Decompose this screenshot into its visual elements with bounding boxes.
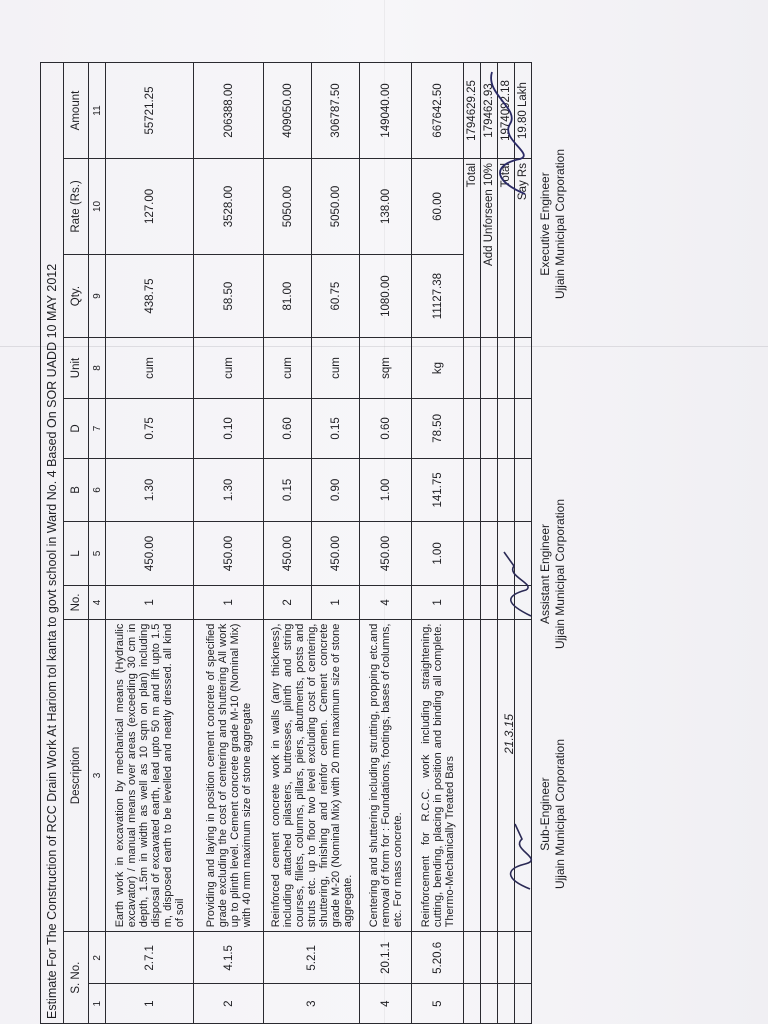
- cell-qty: 1080.00: [360, 254, 412, 337]
- executive-engineer-title: Executive Engineer: [538, 172, 552, 276]
- cell-sno: 1: [106, 984, 194, 1024]
- cell-item: 5.2.1: [264, 932, 360, 984]
- cell-no: 4: [360, 586, 412, 619]
- grand-total-label: Total: [498, 159, 515, 338]
- cell-rate: 3528.00: [194, 159, 264, 255]
- executive-engineer-signature-icon: [480, 64, 540, 204]
- cell-unit: kg: [412, 338, 464, 398]
- cell-no: 1: [106, 586, 194, 619]
- cell-description: Providing and laying in position cement concrete of specified grade excluding the cost of centering and shuttering All work up to plinth level. Cement concrete grade M-10 (Nominal Mix) with 40 mm maximum size of stone aggregate: [194, 619, 264, 932]
- header-b: B: [64, 459, 89, 522]
- sub-engineer-signature-block: [538, 714, 568, 914]
- cell-amount: 306787.50: [312, 63, 360, 159]
- cell-l: 450.00: [264, 521, 312, 586]
- table-row: [360, 63, 412, 1024]
- cell-rate: 60.00: [412, 159, 464, 255]
- cell-item: 4.1.5: [194, 932, 264, 984]
- cell-no: 1: [412, 586, 464, 619]
- cell-amount: 55721.25: [106, 63, 194, 159]
- header-no: No.: [64, 586, 89, 619]
- cell-sno: 5: [412, 984, 464, 1024]
- cell-unit: cum: [194, 338, 264, 398]
- say-rs-amount: 19.80 Lakh: [515, 63, 532, 159]
- cell-b: 1.30: [106, 459, 194, 522]
- estimate-page: [40, 44, 580, 1024]
- cell-unit: sqm: [360, 338, 412, 398]
- sub-engineer-signature-icon: [500, 814, 540, 894]
- cell-rate: 5050.00: [312, 159, 360, 255]
- header-amount: Amount: [64, 63, 89, 159]
- cell-description: Centering and shuttering including strutting, propping etc.and removal of form for : Foundations, footings, bases of columns, etc. For mass concrete.: [360, 619, 412, 932]
- cell-b: 141.75: [412, 459, 464, 522]
- colnum: 7: [89, 398, 106, 458]
- cell-sno: 4: [360, 984, 412, 1024]
- header-description: Description: [64, 619, 89, 932]
- cell-qty: 81.00: [264, 254, 312, 337]
- assistant-engineer-signature-block: [538, 474, 568, 674]
- cell-l: 450.00: [312, 521, 360, 586]
- say-rs-label: Say Rs: [515, 159, 532, 338]
- cell-unit: cum: [264, 338, 312, 398]
- cell-unit: cum: [312, 338, 360, 398]
- colnum: 3: [89, 619, 106, 932]
- cell-b: 0.90: [312, 459, 360, 522]
- sub-engineer-org: Ujjain Municipal Corporation: [553, 738, 567, 890]
- cell-d: 0.75: [106, 398, 194, 458]
- colnum: 4: [89, 586, 106, 619]
- cell-sno: 3: [264, 984, 360, 1024]
- cell-no: 1: [312, 586, 360, 619]
- assistant-engineer-title: Assistant Engineer: [538, 523, 552, 625]
- estimate-title: Estimate For The Construction of RCC Drain Work At Hariom tol kanta to govt school in Ward No. 4 Based On SOR UADD 10 MAY 2012: [41, 63, 64, 1024]
- cell-d: 0.60: [264, 398, 312, 458]
- estimate-table: [40, 62, 532, 1024]
- unforeseen-amount: 179462.93: [481, 63, 498, 159]
- header-d: D: [64, 398, 89, 458]
- cell-d: 78.50: [412, 398, 464, 458]
- cell-amount: 409050.00: [264, 63, 312, 159]
- assistant-engineer-signature-icon: [496, 544, 540, 624]
- cell-item: 5.20.6: [412, 932, 464, 984]
- cell-item: 20.1.1: [360, 932, 412, 984]
- cell-qty: 60.75: [312, 254, 360, 337]
- cell-amount: 206388.00: [194, 63, 264, 159]
- cell-d: 0.10: [194, 398, 264, 458]
- cell-rate: 127.00: [106, 159, 194, 255]
- cell-qty: 58.50: [194, 254, 264, 337]
- cell-rate: 5050.00: [264, 159, 312, 255]
- sub-engineer-title: Sub-Engineer: [538, 777, 552, 851]
- cell-no: 1: [194, 586, 264, 619]
- executive-engineer-org: Ujjain Municipal Corporation: [553, 148, 567, 300]
- grand-total-amount: 1974092.18: [498, 63, 515, 159]
- total-label: Total: [464, 159, 481, 338]
- cell-l: 450.00: [106, 521, 194, 586]
- table-row: [194, 63, 264, 1024]
- table-row: [264, 63, 312, 1024]
- cell-d: 0.60: [360, 398, 412, 458]
- cell-b: 1.30: [194, 459, 264, 522]
- colnum: 5: [89, 521, 106, 586]
- header-sno: S. No.: [64, 932, 89, 1024]
- table-header-row: [64, 63, 89, 1024]
- table-row: [412, 63, 464, 1024]
- colnum: 2: [89, 932, 106, 984]
- executive-engineer-signature-block: [538, 124, 568, 324]
- cell-amount: 667642.50: [412, 63, 464, 159]
- cell-b: 0.15: [264, 459, 312, 522]
- cell-no: 2: [264, 586, 312, 619]
- cell-qty: 438.75: [106, 254, 194, 337]
- header-unit: Unit: [64, 338, 89, 398]
- table-row: [106, 63, 194, 1024]
- total-amount: 1794629.25: [464, 63, 481, 159]
- column-number-row: [89, 63, 106, 1024]
- assistant-engineer-org: Ujjain Municipal Corporation: [553, 498, 567, 650]
- unforeseen-row: [481, 63, 498, 1024]
- cell-l: 450.00: [360, 521, 412, 586]
- cell-b: 1.00: [360, 459, 412, 522]
- header-qty: Qty.: [64, 254, 89, 337]
- cell-sno: 2: [194, 984, 264, 1024]
- unforeseen-label: Add Unforseen 10%: [481, 159, 498, 338]
- cell-l: 450.00: [194, 521, 264, 586]
- cell-amount: 149040.00: [360, 63, 412, 159]
- cell-d: 0.15: [312, 398, 360, 458]
- cell-unit: cum: [106, 338, 194, 398]
- colnum: 1: [89, 984, 106, 1024]
- colnum: 11: [89, 63, 106, 159]
- cell-description: Earth work in excavation by mechanical means (Hydraulic excavator) / manual means over areas (exceeding 30 cm in depth, 1.5m in width as well as 10 sqm on plan) including disposal of excavated earth, lead upto 50 m and lift upto 1.5 m, disposed earth to be levelled and neatly dressed. all kind of soil: [106, 619, 194, 932]
- colnum: 6: [89, 459, 106, 522]
- total-row: [464, 63, 481, 1024]
- colnum: 9: [89, 254, 106, 337]
- cell-description: Reinforced cement concrete work in walls (any thickness), including attached pilasters, buttresses, plinth and string courses, fillets, columns, pillars, piers, abutments, posts and struts etc. up to floor two level excluding cost of centering, shuttering, finishing and reinfor cemen. Cement concrete grade M-20 (Nominal Mix) with 20 mm maximum size of stone aggregate.: [264, 619, 360, 932]
- cell-item: 2.7.1: [106, 932, 194, 984]
- cell-qty: 11127.38: [412, 254, 464, 337]
- cell-rate: 138.00: [360, 159, 412, 255]
- cell-l: 1.00: [412, 521, 464, 586]
- cell-description: Reinforcement for R.C.C. work including straightening, cutting, bending, placing in position and binding all complete. Thermo-Mechanically Treated Bars: [412, 619, 464, 932]
- sub-engineer-date: 21.3.15: [502, 713, 516, 755]
- rotated-sheet: [40, 44, 580, 1024]
- colnum: 10: [89, 159, 106, 255]
- header-l: L: [64, 521, 89, 586]
- colnum: 8: [89, 338, 106, 398]
- header-rate: Rate (Rs.): [64, 159, 89, 255]
